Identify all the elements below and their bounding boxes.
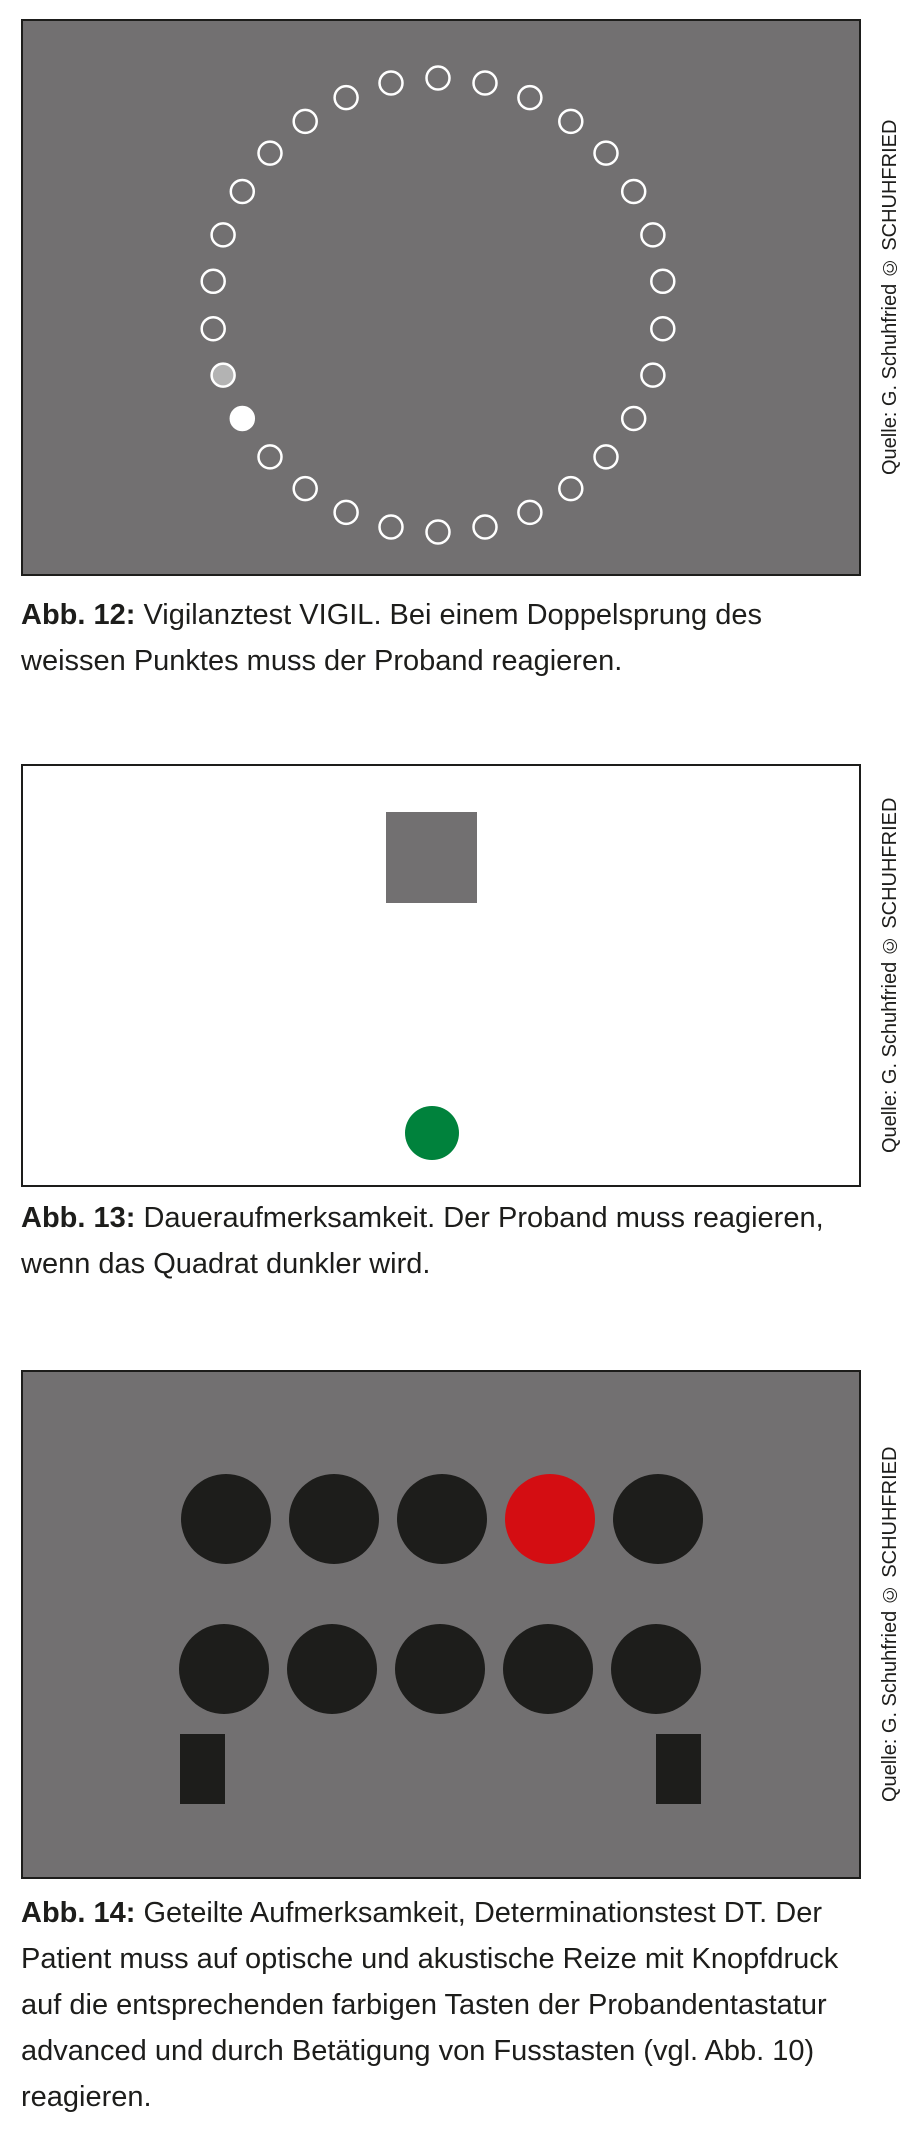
black-key — [181, 1474, 271, 1564]
sustained-attention-display — [23, 766, 859, 1185]
figure-12-credit: Quelle: G. Schuhfried © SCHUHFRIED — [879, 119, 901, 476]
figure-14-text: Geteilte Aufmerksamkeit, Determinationstest DT. Der Patient muss auf optische und akustische Reize mit Knopfdruck auf die entsprechenden farbigen Tasten der Probandentastatur advanced und durch Betätigung von Fusstasten (vgl. Abb. 10) reagieren. — [21, 1897, 839, 2113]
black-key — [611, 1624, 701, 1714]
figure-13-caption — [21, 1195, 861, 1287]
figure-13-text: Daueraufmerksamkeit. Der Proband muss reagieren, wenn das Quadrat dunkler wird. — [21, 1202, 824, 1280]
figure-12-text: Vigilanztest VIGIL. Bei einem Doppelsprung des weissen Punktes muss der Proband reagieren. — [21, 599, 762, 677]
vigil-ring-display — [23, 21, 859, 574]
black-key — [289, 1474, 379, 1564]
determination-test-display — [23, 1372, 859, 1877]
black-key — [613, 1474, 703, 1564]
green-circle — [405, 1106, 459, 1160]
left-foot-pedal — [180, 1734, 225, 1804]
black-key — [503, 1624, 593, 1714]
figure-14-caption — [21, 1890, 861, 2120]
figure-14-credit: Quelle: G. Schuhfried © SCHUHFRIED — [879, 1446, 901, 1803]
figure-12-label: Abb. 12: — [21, 599, 136, 631]
figure-13-credit: Quelle: G. Schuhfried © SCHUHFRIED — [879, 797, 901, 1154]
active-white-dot — [231, 407, 254, 430]
grey-square — [386, 812, 477, 903]
vigil-panel — [21, 19, 861, 576]
black-key — [179, 1624, 269, 1714]
determination-test-panel — [21, 1370, 861, 1879]
red-key — [505, 1474, 595, 1564]
right-foot-pedal — [656, 1734, 701, 1804]
black-key — [287, 1624, 377, 1714]
sustained-attention-panel — [21, 764, 861, 1187]
figure-13-label: Abb. 13: — [21, 1202, 136, 1234]
trail-grey-dot — [212, 364, 235, 387]
black-key — [395, 1624, 485, 1714]
figure-12-caption — [21, 592, 861, 684]
figure-14-label: Abb. 14: — [21, 1897, 136, 1929]
vigil-background — [23, 21, 859, 574]
black-key — [397, 1474, 487, 1564]
